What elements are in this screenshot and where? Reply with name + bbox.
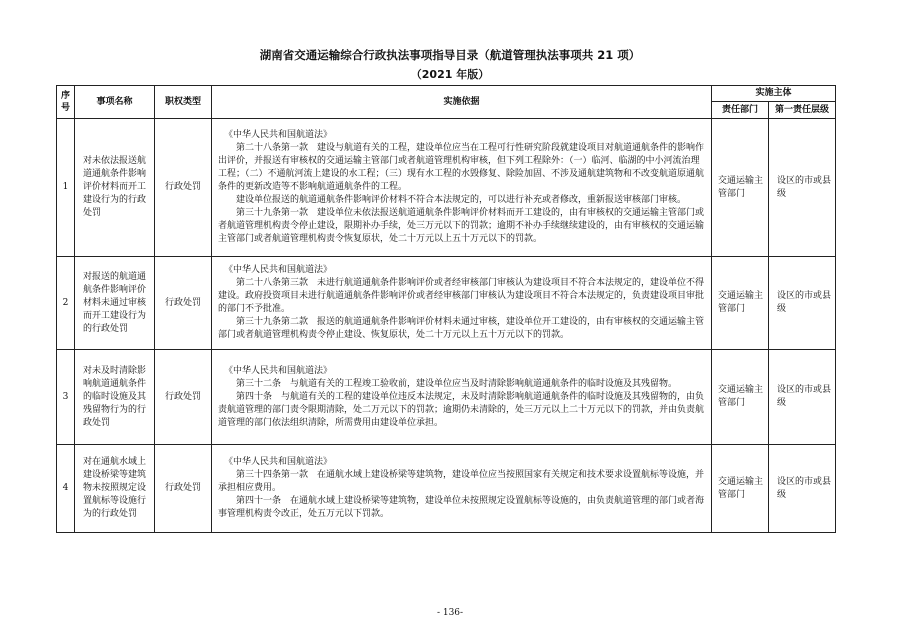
basis-paragraph: 第三十四条第一款 在通航水域上建设桥梁等建筑物，建设单位应当按照国家有关规定和技术要求设置航标等设施，并承担相应费用。 <box>218 470 705 493</box>
law-name: 《中华人民共和国航道法》 <box>224 457 333 467</box>
table-row <box>57 445 836 533</box>
header-level: 第一责任层级 <box>769 102 836 119</box>
basis-paragraph: 第三十九条第二款 报送的航道通航条件影响评价材料未通过审核，建设单位开工建设的，由有审核权的交通运输主管部门或者航道管理机构责令停止建设、恢复原状，处二十万元以上五十万元以下的罚款。 <box>218 317 705 340</box>
header-type: 职权类型 <box>155 86 212 119</box>
law-name: 《中华人民共和国航道法》 <box>224 365 333 376</box>
table-row <box>57 119 836 257</box>
legal-basis <box>212 119 712 257</box>
responsible-level: 设区的市或县级 <box>769 445 836 533</box>
responsible-level: 设区的市或县级 <box>769 350 836 445</box>
authority-type: 行政处罚 <box>155 445 212 533</box>
item-name: 对未及时清除影响航道通航条件的临时设施及其残留物行为的行政处罚 <box>75 350 155 445</box>
law-name: 《中华人民共和国航道法》 <box>224 265 333 275</box>
document-subtitle: （2021 年版） <box>410 68 490 81</box>
item-name: 对在通航水域上建设桥梁等建筑物未按照规定设置航标等设施行为的行政处罚 <box>75 445 155 533</box>
basis-paragraph: 第三十二条 与航道有关的工程竣工验收前，建设单位应当及时清除影响航道通航条件的临时设施及其残留物。 <box>236 378 678 389</box>
basis-paragraph: 第二十八条第三款 未进行航道通航条件影响评价或者经审核部门审核认为建设项目不符合本法规定的，建设单位不得建设。政府投资项目未进行航道通航条件影响评价或者经审核部门审核认为建设项目不符合本法规定的，负责建设项目审批的部门不予批准。 <box>218 278 705 314</box>
basis-paragraph: 第四十一条 在通航水域上建设桥梁等建筑物，建设单位未按照规定设置航标等设施的，由负责航道管理的部门或者海事管理机构责令改正，处五万元以下罚款。 <box>218 496 705 519</box>
header-subject: 实施主体 <box>712 86 836 102</box>
table-row <box>57 350 836 445</box>
responsible-level: 设区的市或县级 <box>769 257 836 350</box>
authority-type: 行政处罚 <box>155 119 212 257</box>
header-no: 序号 <box>57 86 75 119</box>
authority-type: 行政处罚 <box>155 350 212 445</box>
enforcement-table <box>56 85 836 533</box>
legal-basis <box>212 445 712 533</box>
item-name: 对未依法报送航道通航条件影响评价材料而开工建设行为的行政处罚 <box>75 119 155 257</box>
law-name: 《中华人民共和国航道法》 <box>224 130 333 140</box>
header-name: 事项名称 <box>75 86 155 119</box>
table-row <box>57 257 836 350</box>
responsible-dept: 交通运输主管部门 <box>712 350 769 445</box>
page-number: - 136- <box>436 608 464 618</box>
basis-paragraph: 第四十条 与航道有关的工程的建设单位违反本法规定，未及时清除影响航道通航条件的临时设施及其残留物的，由负责航道管理的部门责令限期清除，处二万元以下的罚款；逾期仍未清除的，处三万元以上二十万元以下的罚款，并由负责航道管理的部门依法组织清除，所需费用由建设单位承担。 <box>218 391 705 428</box>
legal-basis <box>212 257 712 350</box>
document-title: 湖南省交通运输综合行政执法事项指导目录（航道管理执法事项共 21 项） <box>259 48 641 62</box>
row-number: 3 <box>57 350 75 445</box>
basis-paragraph: 第二十八条第一款 建设与航道有关的工程，建设单位应当在工程可行性研究阶段就建设项目对航道通航条件的影响作出评价，并报送有审核权的交通运输主管部门或者航道管理机构审核，但下列工程除外：（一）临河、临湖的中小河流治理工程；（二）不通航河流上建设的水工程；（三）现有水工程的水毁修复、除险加固、不涉及通航建筑物和不改变航道原通航条件的更新改造等不影响航道通航条件的工程。 <box>218 143 705 192</box>
basis-paragraph: 第三十九条第一款 建设单位未依法报送航道通航条件影响评价材料而开工建设的，由有审核权的交通运输主管部门或者航道管理机构责令停止建设，限期补办手续，处三万元以下的罚款；逾期不补办手续继续建设的，由有审核权的交通运输主管部门或者航道管理机构责令恢复原状，处二十万元以上五十万元以下的罚款。 <box>218 208 705 244</box>
responsible-level: 设区的市或县级 <box>769 119 836 257</box>
basis-paragraph: 建设单位报送的航道通航条件影响评价材料不符合本法规定的，可以进行补充或者修改，重新报送审核部门审核。 <box>236 195 687 205</box>
row-number: 4 <box>57 445 75 533</box>
header-basis: 实施依据 <box>212 86 712 119</box>
item-name: 对报送的航道通航条件影响评价材料未通过审核而开工建设行为的行政处罚 <box>75 257 155 350</box>
row-number: 1 <box>57 119 75 257</box>
legal-basis <box>212 350 712 445</box>
responsible-dept: 交通运输主管部门 <box>712 445 769 533</box>
responsible-dept: 交通运输主管部门 <box>712 119 769 257</box>
header-dept: 责任部门 <box>712 102 769 119</box>
row-number: 2 <box>57 257 75 350</box>
authority-type: 行政处罚 <box>155 257 212 350</box>
responsible-dept: 交通运输主管部门 <box>712 257 769 350</box>
